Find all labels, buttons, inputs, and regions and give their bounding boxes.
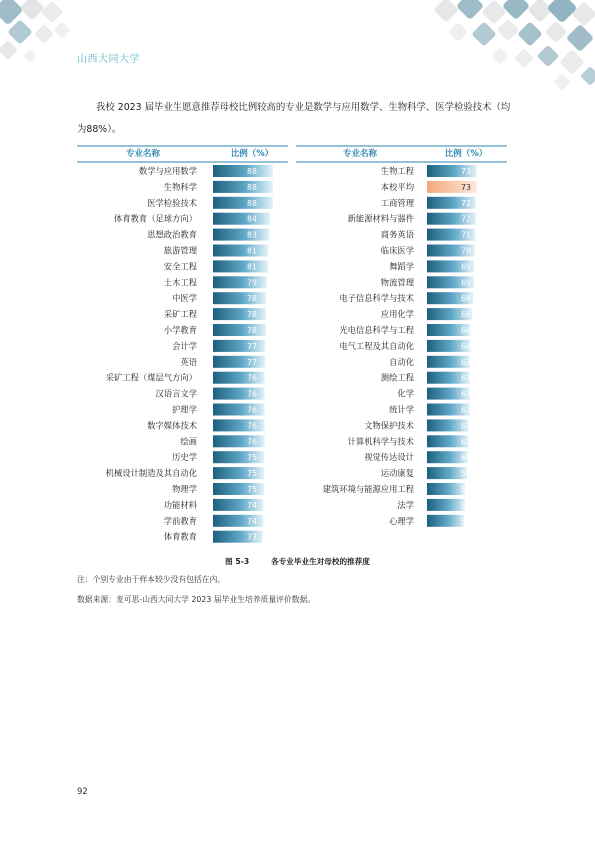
bar — [213, 340, 265, 352]
value-label: 71 — [461, 230, 471, 240]
value-label: 88 — [247, 182, 257, 192]
value-label: 68 — [461, 294, 471, 304]
category-label: 功能材料 — [163, 499, 197, 510]
category-label: 光电信息科学与工程 — [339, 325, 414, 335]
value-label: 76 — [247, 437, 257, 447]
category-label: 会计学 — [172, 340, 197, 351]
value-label: 77 — [247, 341, 257, 351]
bar — [213, 213, 270, 225]
category-label: 采矿工程 — [163, 309, 197, 320]
bar — [213, 245, 268, 257]
value-label: 76 — [247, 373, 257, 383]
category-label: 体育教育（足球方向） — [114, 213, 197, 224]
category-label: 生物工程 — [380, 166, 414, 176]
value-label: 61 — [461, 437, 471, 447]
value-label: 88 — [247, 167, 257, 176]
category-label: 视觉传达设计 — [364, 452, 414, 463]
bar — [213, 197, 273, 209]
bar — [427, 483, 465, 495]
value-label: 56 — [461, 500, 471, 510]
category-label: 旅游管理 — [163, 245, 197, 256]
intro-paragraph: 我校 2023 届毕业生愿意推荐母校比例较高的专业是数学与应用数学、生物科学、医学检验技术（均为88%）。 — [77, 102, 511, 135]
category-label: 机械设计制造及其自动化 — [105, 468, 197, 479]
value-label: 81 — [247, 262, 257, 272]
category-label: 学前教育 — [163, 515, 197, 526]
page-number: 92 — [77, 787, 88, 797]
value-label: 63 — [461, 405, 471, 415]
category-label: 商务英语 — [380, 229, 414, 240]
category-label: 化学 — [397, 388, 414, 399]
category-label: 历史学 — [172, 452, 197, 463]
chart-title: 各专业毕业生对母校的推荐度 — [271, 557, 370, 566]
category-label: 体育教育 — [163, 531, 197, 542]
header-major-name: 专业名称 — [342, 149, 378, 159]
left-column-rows — [106, 165, 273, 543]
value-label: 69 — [461, 278, 471, 288]
category-label: 汉语言文学 — [155, 388, 197, 399]
value-label: 74 — [247, 516, 257, 526]
value-label: 78 — [247, 326, 257, 335]
value-label: 56 — [461, 485, 471, 494]
value-label: 79 — [247, 278, 257, 288]
header-major-name: 专业名称 — [125, 149, 161, 159]
category-label: 中医学 — [172, 293, 197, 304]
value-label: 76 — [247, 389, 257, 399]
bar — [213, 181, 273, 193]
value-label: 78 — [247, 294, 257, 304]
column-headers — [77, 146, 507, 162]
bar — [213, 324, 266, 336]
category-label: 数字媒体技术 — [147, 420, 197, 431]
bar — [213, 356, 265, 368]
category-label: 电子信息科学与技术 — [339, 293, 414, 304]
bar — [213, 165, 273, 177]
header-ratio: 比例（%） — [444, 149, 488, 159]
value-label: 60 — [461, 453, 471, 463]
category-label: 小学教育 — [163, 325, 197, 335]
value-label: 76 — [247, 405, 257, 415]
value-label: 75 — [247, 485, 257, 494]
value-label: 75 — [247, 453, 257, 463]
value-label: 88 — [247, 198, 257, 208]
value-label: 70 — [461, 246, 471, 256]
value-label: 59 — [461, 469, 471, 479]
note-sample-size: 注：个别专业由于样本较少没有包括在内。 — [77, 575, 226, 584]
category-label: 医学检验技术 — [147, 197, 197, 208]
category-label: 工商管理 — [380, 197, 414, 208]
category-label: 护理学 — [172, 404, 197, 415]
right-column-rows — [323, 165, 477, 527]
category-label: 电气工程及其自动化 — [339, 340, 414, 351]
category-label: 土木工程 — [163, 277, 197, 288]
bar — [213, 276, 267, 288]
category-label: 生物科学 — [163, 181, 197, 192]
category-label: 测绘工程 — [380, 372, 414, 383]
value-label: 64 — [461, 326, 471, 335]
category-label: 绘画 — [180, 436, 197, 447]
category-label: 新能源材料与器件 — [347, 213, 414, 224]
value-label: 73 — [461, 167, 471, 176]
bar — [213, 308, 266, 320]
value-label: 84 — [247, 214, 257, 224]
category-label: 本校平均 — [380, 181, 414, 192]
category-label: 运动康复 — [380, 468, 414, 479]
value-label: 63 — [461, 389, 471, 399]
value-label: 55 — [461, 516, 471, 526]
figure-caption — [0, 556, 595, 567]
value-label: 83 — [247, 230, 257, 240]
bar — [213, 260, 268, 272]
category-label: 物理学 — [172, 484, 197, 494]
category-label: 舞蹈学 — [389, 261, 414, 272]
category-label: 临床医学 — [380, 245, 414, 256]
category-label: 建筑环境与能源应用工程 — [322, 484, 414, 494]
value-label: 72 — [461, 214, 471, 224]
category-label: 统计学 — [389, 404, 414, 415]
category-label: 自动化 — [389, 356, 414, 367]
category-label: 应用化学 — [380, 309, 414, 320]
category-label: 采矿工程（煤层气方向） — [105, 372, 197, 383]
category-label: 数学与应用数学 — [138, 166, 197, 176]
value-label: 74 — [247, 500, 257, 510]
note-data-source: 数据来源：麦可思-山西大同大学 2023 届毕业生培养质量评价数据。 — [77, 595, 316, 604]
value-label: 61 — [461, 421, 471, 431]
category-label: 法学 — [397, 499, 414, 510]
category-label: 心理学 — [389, 515, 414, 526]
category-label: 思想政治教育 — [147, 229, 197, 240]
value-label: 64 — [461, 341, 471, 351]
value-label: 76 — [247, 421, 257, 431]
category-label: 英语 — [180, 356, 197, 367]
value-label: 66 — [461, 310, 471, 320]
bar — [213, 229, 269, 241]
value-label: 63 — [461, 373, 471, 383]
header-brand: 山西大同大学 — [77, 54, 140, 65]
figure-number: 图 5-3 — [225, 557, 250, 566]
value-label: 69 — [461, 262, 471, 272]
bar — [427, 499, 465, 511]
bar — [213, 292, 266, 304]
category-label: 文物保护技术 — [364, 420, 414, 431]
category-label: 安全工程 — [163, 261, 197, 272]
value-label: 78 — [247, 310, 257, 320]
value-label: 81 — [247, 246, 257, 256]
value-label: 77 — [247, 357, 257, 367]
category-label: 物流管理 — [380, 277, 414, 288]
value-label: 75 — [247, 469, 257, 479]
category-label: 计算机科学与技术 — [347, 436, 414, 447]
value-label: 72 — [461, 198, 471, 208]
value-label: 73 — [461, 182, 471, 192]
bar — [427, 515, 464, 527]
value-label: 63 — [461, 357, 471, 367]
value-label: 73 — [247, 532, 257, 542]
header-ratio: 比例（%） — [230, 149, 274, 159]
